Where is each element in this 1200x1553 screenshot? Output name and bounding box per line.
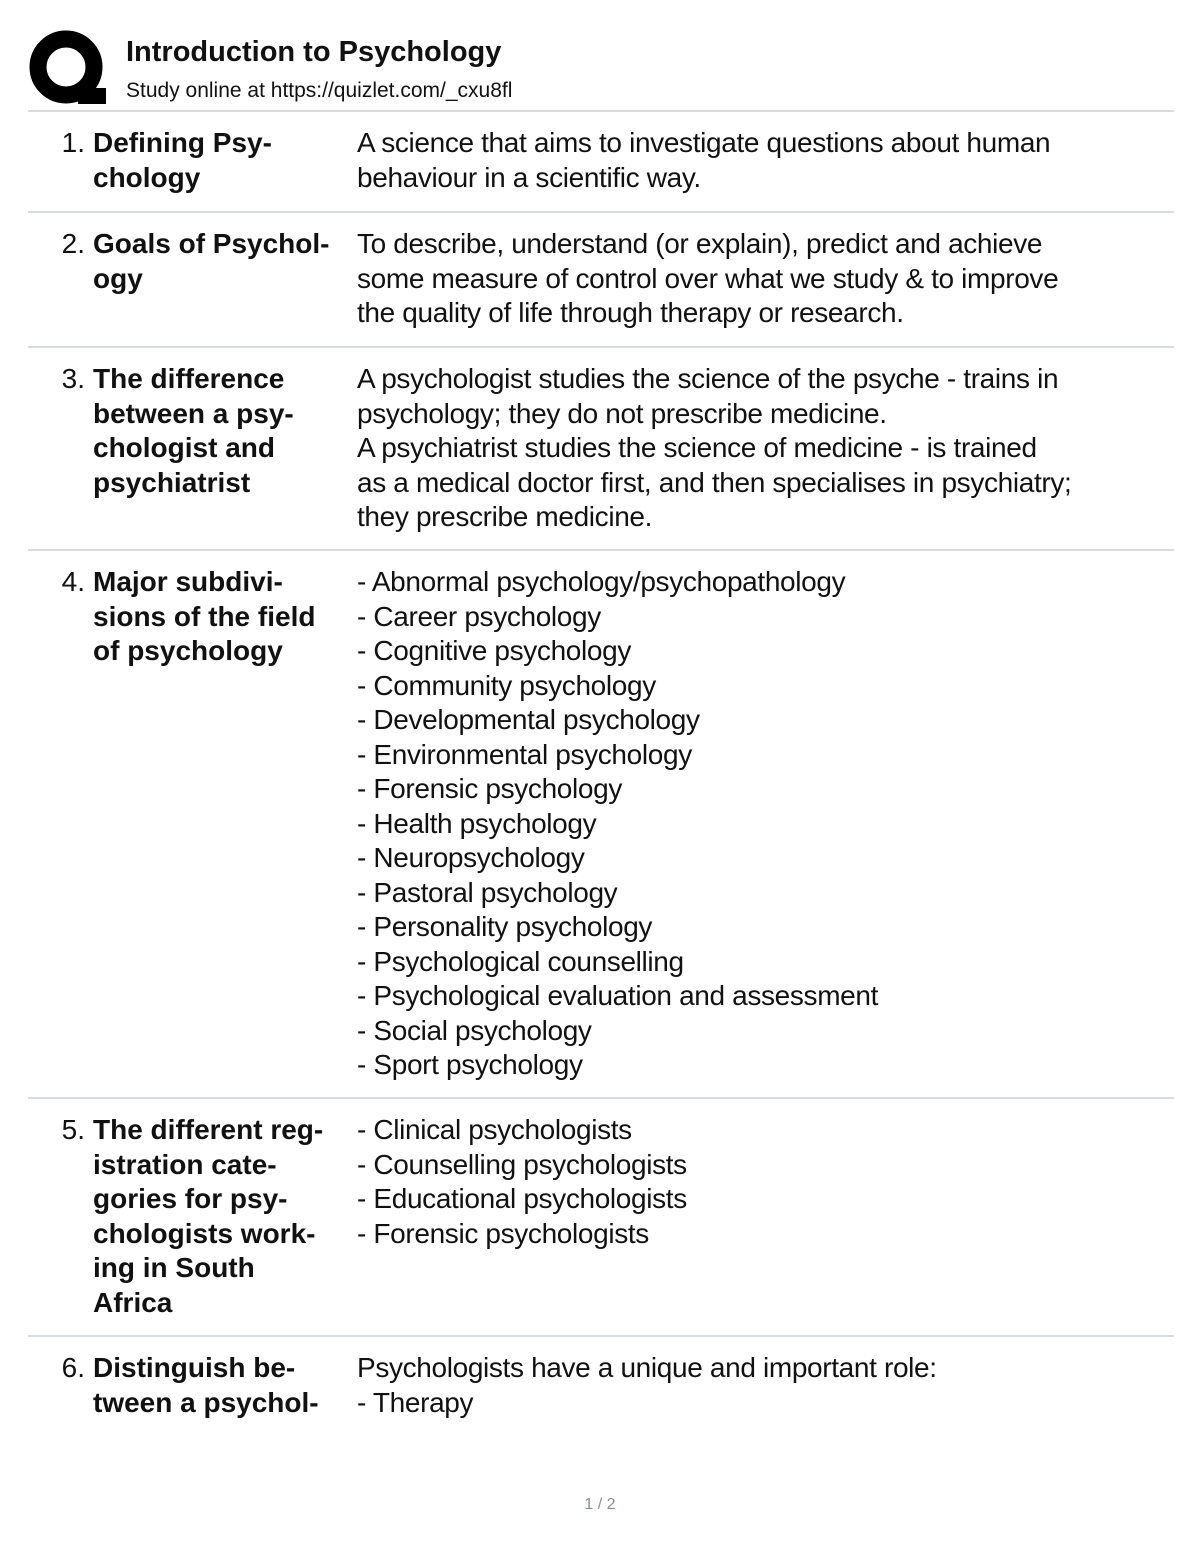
card-term: Goals of Psychol- ogy (93, 228, 330, 294)
card-term: Distinguish be- tween a psychol- (93, 1352, 319, 1418)
card-number: 2. (61, 228, 85, 259)
document-title: Introduction to Psychology (126, 36, 502, 68)
card-definition: A science that aims to investigate questions about human behaviour in a scientific way. (357, 127, 1051, 193)
card-definition: - Abnormal psychology/psychopathology - Career psychology - Cognitive psychology - Community psychology - Developmental psychology - Environmental psychology - Forensic psychology - Health psychology - Neuropsychology - Pastoral psychology - Personality psychology - Psychological counselling - Psychological evaluation and assessment - Social psychology - Sport psychology (357, 566, 879, 1080)
flashcard-row (28, 346, 1174, 549)
card-term: Defining Psy- chology (93, 127, 272, 193)
page-number: 1 / 2 (584, 1496, 616, 1513)
card-term: Major subdivi- sions of the field of psychology (93, 566, 316, 666)
card-number: 5. (61, 1114, 85, 1145)
page-header (28, 30, 1174, 110)
flashcard-row (28, 211, 1174, 346)
quizlet-q-icon (28, 30, 108, 106)
card-definition: - Clinical psychologists - Counselling psychologists - Educational psychologists - Forensic psychologists (357, 1114, 687, 1249)
flashcard-row (28, 549, 1174, 1097)
card-number: 6. (61, 1352, 85, 1383)
flashcard-list (28, 110, 1174, 1436)
card-number: 1. (61, 127, 85, 158)
card-term: The difference between a psy- chologist and psychiatrist (93, 363, 294, 498)
card-number: 4. (61, 566, 85, 597)
card-definition: To describe, understand (or explain), predict and achieve some measure of control over what we study & to improve the quality of life through therapy or research. (357, 228, 1059, 328)
card-definition: Psychologists have a unique and important role: - Therapy (357, 1352, 937, 1418)
study-online-link[interactable]: Study online at https://quizlet.com/_cxu8fl (126, 79, 513, 102)
flashcard-row (28, 110, 1174, 211)
flashcard-row (28, 1097, 1174, 1335)
card-term: The different reg- istration cate- gories for psy- chologists work- ing in South Africa (93, 1114, 324, 1318)
card-definition: A psychologist studies the science of the psyche - trains in psychology; they do not prescribe medicine. A psychiatrist studies the science of medicine - is trained as a medical doctor first, and then specialises in psychiatry; they prescribe medicine. (357, 363, 1072, 532)
flashcard-row (28, 1335, 1174, 1436)
card-number: 3. (61, 363, 85, 394)
